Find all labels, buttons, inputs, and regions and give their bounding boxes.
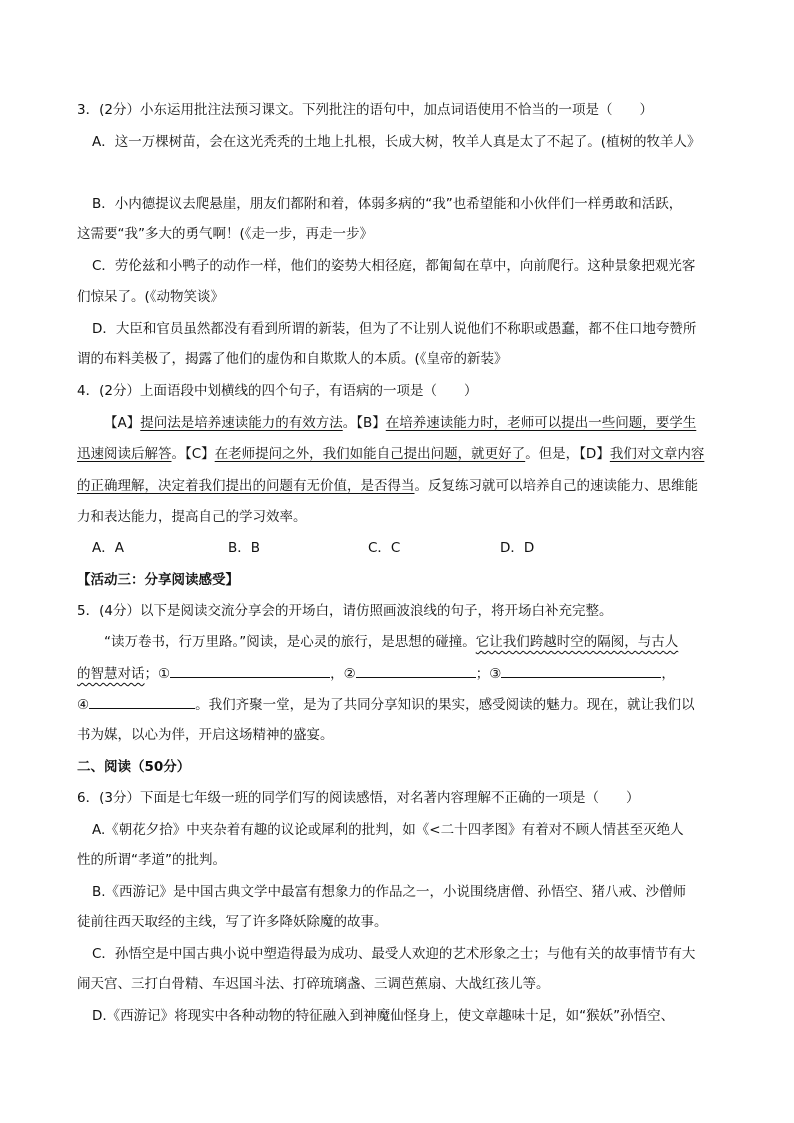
- q4-stem: 4．(2分）上面语段中划横线的四个句子，有语病的一项是（ ）: [77, 383, 478, 399]
- q5-blank-3[interactable]: [501, 663, 661, 678]
- q5-passage-line3: ④ 。我们齐聚一堂，是为了共同分享知识的果实，感受阅读的魅力。现在，就让我们以: [77, 694, 695, 715]
- q5-stem: 5．(4分）以下是阅读交流分享会的开场白，请仿照画波浪线的句子，将开场白补充完整。: [77, 603, 613, 619]
- q6-option-b-line1: B.《西游记》是中国古典文学中最富有想象力的作品之一，小说围绕唐僧、孙悟空、猪八戒、沙僧师: [92, 884, 687, 900]
- q3-stem: 3．(2分）小东运用批注法预习课文。下列批注的语句中，加点词语使用不恰当的一项是（ ）: [77, 102, 653, 118]
- q3-option-d-line1: D．大臣和官员虽然都没有看到所谓的新装，但为了不让别人说他们不称职或愚蠢，都不住口地夸赞所: [92, 321, 697, 337]
- q6-option-a-line2: 性的所谓“孝道”的批判。: [77, 852, 226, 868]
- q6-option-c-line2: 闹天宫、三打白骨精、车迟国斗法、打碎琉璃盏、三调芭蕉扇、大战红孩儿等。: [77, 976, 550, 992]
- q3-option-b-line2: 这需要“我”多大的勇气啊！(《走一步，再走一步》: [77, 226, 374, 242]
- q6-option-d-line1: D.《西游记》将现实中各种动物的特征融入到神魔仙怪身上，使文章趣味十足，如“猴妖”孙悟空、: [92, 1008, 675, 1024]
- q5-blank-2[interactable]: [356, 663, 476, 678]
- q4-passage-line3: 的正确理解，决定着我们提出的问题有无价值，是否得当。反复练习就可以培养自己的速读能力、思维能: [77, 478, 698, 494]
- q4-sentence-a: 提问法是培养速读能力的有效方法: [140, 415, 343, 431]
- activity-3-heading: 【活动三：分享阅读感受】: [77, 572, 239, 588]
- q4-sentence-c: 在老师提问之外，我们如能自己提出问题，就更好了: [214, 446, 526, 462]
- q5-passage-line2: 的智慧对话；① ，② ；③ ，: [77, 663, 675, 684]
- q3-option-b-line1: B．小内德提议去爬悬崖，朋友们都附和着，体弱多病的“我”也希望能和小伙伴们一样勇敢和活跃，: [92, 196, 683, 212]
- q4-tag-d: 【D】: [579, 446, 610, 462]
- q4-sentence-b-part1: 在培养速读能力时，老师可以提出一些问题，要学生: [385, 415, 697, 431]
- q3-option-c-line1: C．劳伦兹和小鸭子的动作一样，他们的姿势大相径庭，都匍匐在草中，向前爬行。这种景象把观光客: [92, 258, 696, 274]
- q6-option-b-line2: 徒前往西天取经的主线，写了许多降妖除魔的故事。: [77, 914, 388, 930]
- q6-option-a-line1: A.《朝花夕拾》中夹杂着有趣的议论或犀利的批判，如《<二十四孝图》有着对不顾人情甚至灭绝人: [92, 822, 684, 838]
- q4-passage-line1: 【A】提问法是培养速读能力的有效方法。【B】在培养速读能力时，老师可以提出一些问题，要学生: [104, 415, 697, 431]
- q3-option-a: A．这一万棵树苗，会在这光秃秃的土地上扎根，长成大树，牧羊人真是太了不起了。(植树的牧羊人》: [92, 134, 701, 150]
- q4-passage-line4: 力和表达能力，提高自己的学习效率。: [77, 509, 307, 525]
- section-2-heading: 二、阅读（50分）: [77, 759, 191, 775]
- q4-option-d: D．D: [500, 540, 535, 556]
- q3-option-d-line2: 谓的布料美极了，揭露了他们的虚伪和自欺欺人的本质。(《皇帝的新装》: [77, 351, 508, 367]
- q4-passage-line2: 迅速阅读后解答。【C】在老师提问之外，我们如能自己提出问题，就更好了。但是，【D】我们对文章内容: [77, 446, 705, 462]
- q4-sentence-d-part2: 的正确理解，决定着我们提出的问题有无价值，是否得当: [77, 478, 415, 494]
- q6-option-c-line1: C．孙悟空是中国古典小说中塑造得最为成功、最受人欢迎的艺术形象之士；与他有关的故事情节有大: [92, 946, 696, 962]
- q4-tag-c: 【C】: [185, 446, 215, 462]
- q6-stem: 6．(3分）下面是七年级一班的同学们写的阅读感悟，对名著内容理解不正确的一项是（ ）: [77, 790, 640, 806]
- q4-sentence-b-part2: 迅速阅读后解答: [77, 446, 172, 462]
- q4-tag-a: 【A】: [104, 415, 141, 431]
- q4-option-c: C．C: [368, 540, 401, 556]
- q4-sentence-d-part1: 我们对文章内容: [609, 446, 705, 462]
- q5-wavy-sentence-part2: 的智慧对话: [77, 666, 145, 682]
- q5-blank-1[interactable]: [170, 663, 330, 678]
- q4-option-a: A．A: [92, 540, 124, 556]
- q5-blank-4[interactable]: [89, 694, 195, 709]
- q4-option-b: B．B: [228, 540, 261, 556]
- q5-wavy-sentence-part1: 它让我们跨越时空的隔阂，与古人: [475, 634, 679, 650]
- q4-tag-b: 【B】: [356, 415, 386, 431]
- q5-passage-line1: “读万卷书，行万里路。”阅读，是心灵的旅行，是思想的碰撞。它让我们跨越时空的隔阂，与古人: [104, 634, 679, 650]
- q5-passage-line4: 书为媒，以心为伴，开启这场精神的盛宴。: [77, 727, 334, 743]
- q3-option-c-line2: 们惊呆了。(《动物笑谈》: [77, 289, 225, 305]
